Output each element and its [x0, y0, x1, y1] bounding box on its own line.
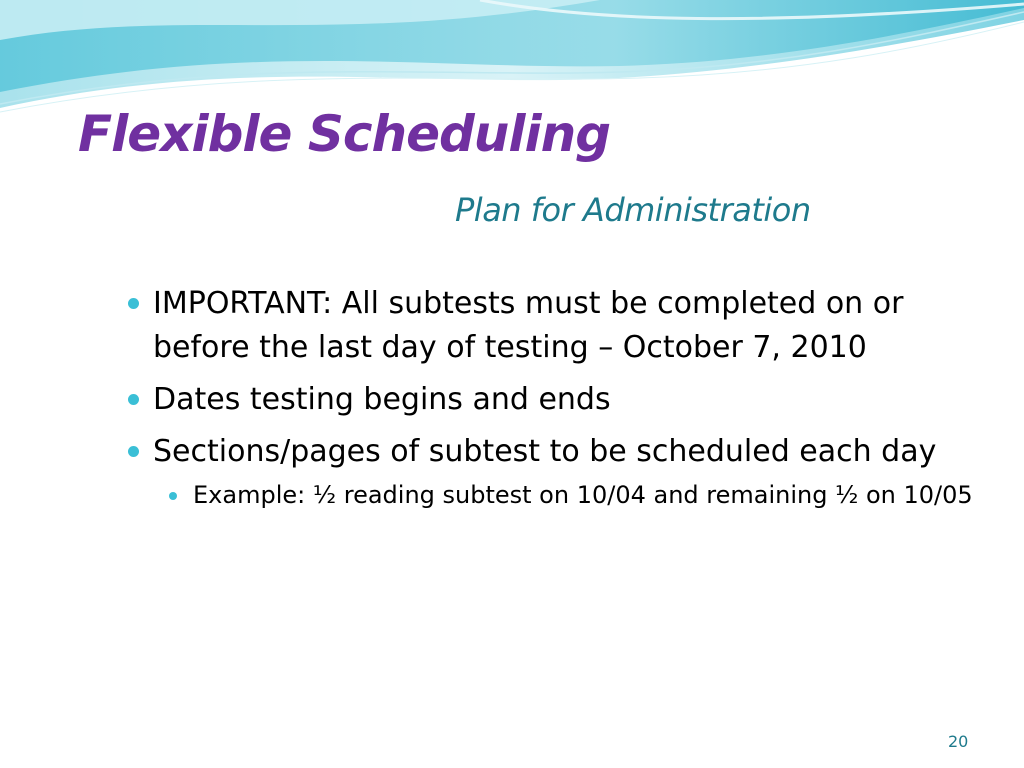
bullet-list	[126, 282, 976, 513]
bullet-item	[126, 282, 976, 370]
sub-bullet-item	[167, 478, 976, 513]
slide-subtitle: Plan for Administration	[455, 191, 811, 229]
bullet-dot-icon	[128, 394, 139, 405]
bullet-item	[126, 378, 976, 422]
bullet-dot-icon	[128, 446, 139, 457]
sub-bullet-dot-icon	[169, 492, 177, 500]
page-number: 20	[948, 732, 969, 751]
bullet-text: Sections/pages of subtest to be scheduled each day	[153, 434, 937, 469]
bullet-text: Dates testing begins and ends	[153, 382, 611, 417]
slide-title: Flexible Scheduling	[78, 105, 611, 163]
bullet-text: IMPORTANT: All subtests must be completed on or before the last day of testing – October 7, 2010	[153, 286, 904, 365]
bullet-item	[126, 430, 976, 474]
bullet-dot-icon	[128, 298, 139, 309]
sub-bullet-text: Example: ½ reading subtest on 10/04 and remaining ½ on 10/05	[193, 481, 973, 509]
